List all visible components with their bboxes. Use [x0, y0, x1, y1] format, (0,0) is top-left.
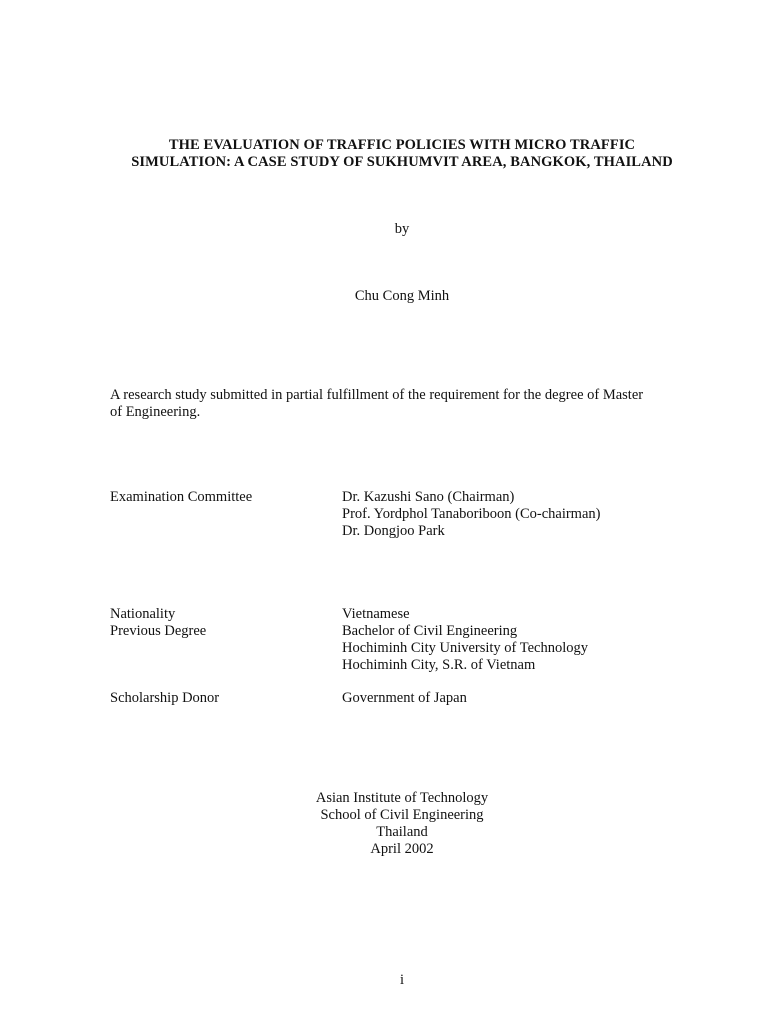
institution-line: Asian Institute of Technology — [315, 790, 489, 806]
title-line-2: SIMULATION: A CASE STUDY OF SUKHUMVIT AREA, BANGKOK, THAILAND — [131, 154, 673, 170]
nationality-value: Vietnamese — [342, 606, 410, 622]
degree-line: Bachelor of Civil Engineering — [342, 623, 518, 639]
degree-line: Hochiminh City University of Technology — [342, 640, 588, 656]
committee-member: Prof. Yordphol Tanaboriboon (Co-chairman) — [342, 506, 601, 522]
statement-line-2: of Engineering. — [110, 404, 201, 420]
statement-line-1: A research study submitted in partial fulfillment of the requirement for the degree of Master — [110, 387, 644, 403]
scholarship-value: Government of Japan — [342, 690, 467, 706]
nationality-label: Nationality — [110, 606, 176, 622]
committee-label: Examination Committee — [110, 489, 253, 505]
document-title — [60, 137, 744, 171]
submission-statement — [110, 387, 690, 421]
committee-members — [342, 489, 600, 540]
committee-member: Dr. Dongjoo Park — [342, 523, 445, 539]
institution-line: School of Civil Engineering — [320, 807, 484, 823]
title-line-1: THE EVALUATION OF TRAFFIC POLICIES WITH MICRO TRAFFIC — [168, 137, 636, 153]
page-number: i — [399, 972, 405, 988]
institution-line: Thailand — [376, 824, 428, 840]
previous-degree-label: Previous Degree — [110, 623, 207, 639]
degree-line: Hochiminh City, S.R. of Vietnam — [342, 657, 536, 673]
previous-degree-values — [342, 623, 588, 674]
by-line: by — [394, 221, 410, 237]
committee-member: Dr. Kazushi Sano (Chairman) — [342, 489, 515, 505]
scholarship-label: Scholarship Donor — [110, 690, 220, 706]
institution-date: April 2002 — [370, 841, 434, 857]
author-name: Chu Cong Minh — [354, 288, 450, 304]
institution-block — [60, 790, 744, 858]
